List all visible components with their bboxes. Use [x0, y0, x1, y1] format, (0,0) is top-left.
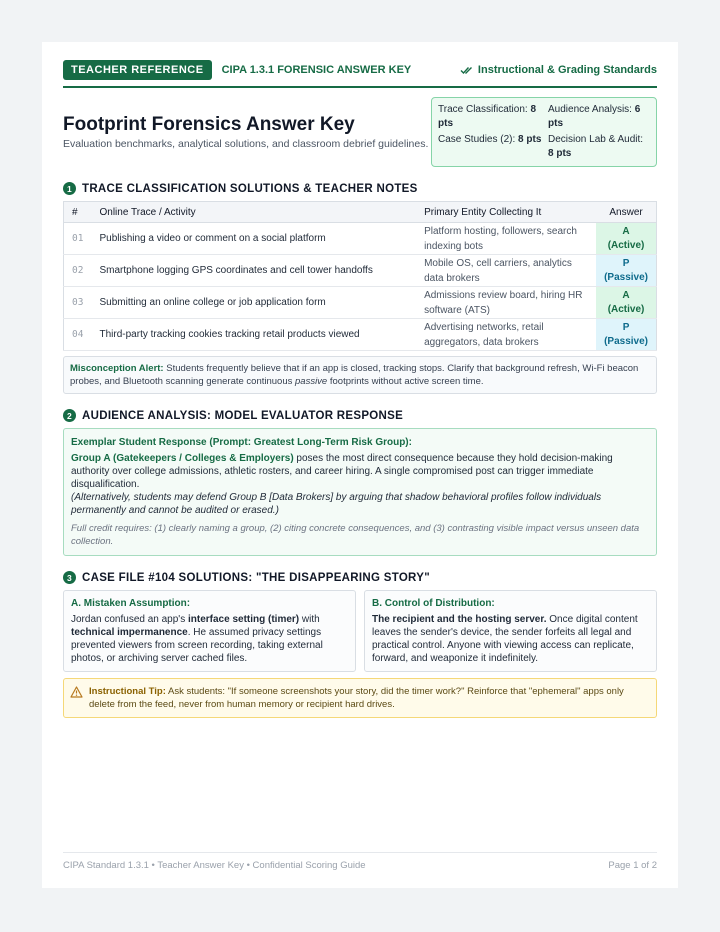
answer-key-page: [42, 42, 678, 888]
card-body: The recipient and the hosting server. Once digital content leaves the sender's device, the sender forfeits all legal and practical control. Anyone with viewing access can replicate, forward, and weaponize it indefinitely.: [372, 614, 638, 664]
page-title: Footprint Forensics Answer Key: [63, 114, 355, 135]
title-row: [63, 88, 657, 166]
card-heading: B. Control of Distribution:: [372, 598, 495, 609]
exemplar-heading: Exemplar Student Response (Prompt: Greatest Long-Term Risk Group):: [71, 437, 412, 448]
row-answer: P (Passive): [596, 319, 656, 351]
row-entity: Mobile OS, cell carriers, analytics data brokers: [416, 255, 596, 287]
table-row: [64, 287, 657, 319]
top-bar: [63, 60, 657, 80]
row-trace: Publishing a video or comment on a social platform: [92, 223, 417, 255]
footer-left: CIPA Standard 1.3.1 • Teacher Answer Key • Confidential Scoring Guide: [63, 860, 366, 871]
col-header-entity: Primary Entity Collecting It: [416, 202, 596, 223]
section-title: TRACE CLASSIFICATION SOLUTIONS & TEACHER NOTES: [82, 182, 418, 195]
points-summary: [431, 97, 657, 167]
row-entity: Platform hosting, followers, search indexing bots: [416, 223, 596, 255]
section-2-heading: [63, 409, 657, 422]
standards-label: [460, 64, 657, 76]
table-row: [64, 223, 657, 255]
row-trace: Third-party tracking cookies tracking retail products viewed: [92, 319, 417, 351]
row-id: 02: [64, 255, 92, 287]
page-subtitle: Evaluation benchmarks, analytical solutions, and classroom debrief guidelines.: [63, 138, 429, 150]
row-entity: Admissions review board, hiring HR software (ATS): [416, 287, 596, 319]
exemplar-alternative: (Alternatively, students may defend Group B [Data Brokers] by arguing that shadow behavioral profiles follow individuals permanently and cannot be audited or erased.): [71, 492, 602, 516]
points-item: Case Studies (2): 8 pts: [438, 134, 542, 145]
section-1-heading: [63, 182, 657, 195]
row-trace: Smartphone logging GPS coordinates and cell tower handoffs: [92, 255, 417, 287]
col-header-answer: Answer: [596, 202, 656, 223]
standards-text: Instructional & Grading Standards: [477, 64, 657, 76]
points-item: Trace Classification: 8 pts: [438, 104, 537, 129]
exemplar-body: Group A (Gatekeepers / Colleges & Employers) poses the most direct consequence because they hold decision-making authority over college admissions, athletic rosters, and career hiring. A single compromised post can trigger immediate disqualification.: [71, 453, 613, 490]
exemplar-response: [63, 428, 657, 556]
row-id: 03: [64, 287, 92, 319]
section-number: 2: [63, 409, 76, 422]
credit-criteria: Full credit requires: (1) clearly naming a group, (2) citing concrete consequences, and (3) contrasting visible impact versus unseen data collection.: [71, 523, 640, 547]
col-header-trace: Online Trace / Activity: [92, 202, 417, 223]
col-header-number: #: [64, 202, 92, 223]
distribution-control-card: [364, 590, 657, 672]
double-check-icon: [460, 66, 473, 75]
section-number: 3: [63, 571, 76, 584]
table-row: [64, 319, 657, 351]
card-body: Jordan confused an app's interface setting (timer) with technical impermanence. He assumed privacy settings prevented viewers from screen recording, taking external photos, or archiving server cached files.: [71, 614, 323, 664]
row-id: 04: [64, 319, 92, 351]
section-number: 1: [63, 182, 76, 195]
points-item: Audience Analysis: 6 pts: [548, 104, 641, 129]
table-row: [64, 255, 657, 287]
case-solutions: [63, 590, 657, 672]
standard-code: CIPA 1.3.1 FORENSIC ANSWER KEY: [221, 64, 412, 76]
alert-label: Misconception Alert:: [70, 363, 164, 374]
row-answer: A (Active): [596, 223, 656, 255]
points-item: Decision Lab & Audit: 8 pts: [548, 134, 644, 159]
section-title: AUDIENCE ANALYSIS: MODEL EVALUATOR RESPONSE: [82, 409, 404, 422]
misconception-alert: Misconception Alert: Students frequently believe that if an app is closed, tracking stops. Clarify that background refresh, Wi-Fi beacon probes, and Bluetooth scanning generate continuous passive footprints without active screen time.: [63, 356, 657, 394]
row-trace: Submitting an online college or job application form: [92, 287, 417, 319]
section-title: CASE FILE #104 SOLUTIONS: "THE DISAPPEARING STORY": [82, 571, 430, 584]
card-heading: A. Mistaken Assumption:: [71, 598, 191, 609]
row-entity: Advertising networks, retail aggregators, data brokers: [416, 319, 596, 351]
teacher-reference-tag: TEACHER REFERENCE: [63, 60, 212, 80]
row-id: 01: [64, 223, 92, 255]
table-header-row: [64, 202, 657, 223]
tip-text: Instructional Tip: Ask students: "If someone screenshots your story, did the timer work?" Reinforce that "ephemeral" apps only delete from the feed, never from human memory or recipient hard drives.: [89, 686, 624, 710]
page-footer: [63, 852, 657, 871]
instructional-tip: [63, 678, 657, 718]
page-number: Page 1 of 2: [608, 860, 657, 871]
warning-icon: [70, 686, 83, 698]
row-answer: A (Active): [596, 287, 656, 319]
row-answer: P (Passive): [596, 255, 656, 287]
trace-table: [63, 201, 657, 351]
section-3-heading: [63, 571, 657, 584]
mistaken-assumption-card: [63, 590, 356, 672]
